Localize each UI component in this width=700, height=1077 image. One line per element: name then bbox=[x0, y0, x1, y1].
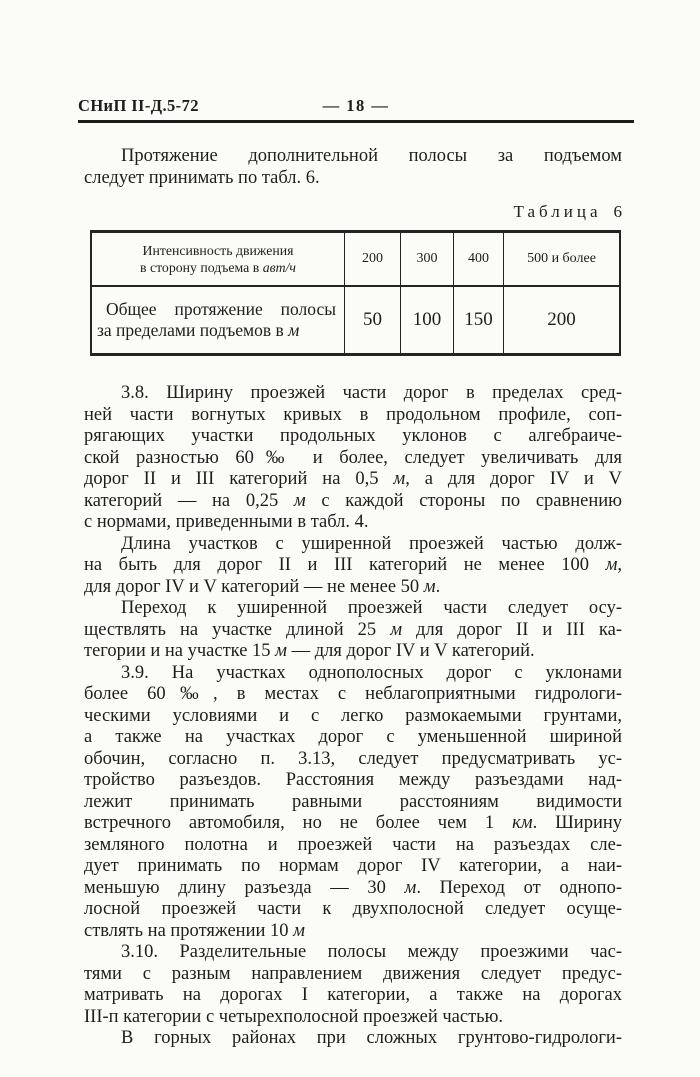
text-line bbox=[84, 835, 622, 857]
text-run: земляного полотна и проезжей части на разъездах сле- bbox=[84, 834, 622, 855]
text-run: ской разностью 60‰ и более, следует увеличивать для bbox=[84, 447, 622, 468]
text-run: для дорог IV и V категорий — не менее 50 bbox=[84, 576, 424, 597]
text-line bbox=[84, 577, 622, 599]
text-line bbox=[84, 706, 622, 728]
table-value-cell-150: 150 bbox=[453, 287, 503, 353]
text-line bbox=[84, 856, 622, 878]
text-run: на быть для дорог II и III категорий не менее 100 bbox=[84, 555, 606, 575]
unit-italic: м bbox=[605, 555, 618, 575]
text-run: . bbox=[435, 576, 441, 597]
table-header-cell-400: 400 bbox=[453, 233, 503, 285]
table-header-row bbox=[92, 233, 619, 287]
text-line bbox=[84, 964, 622, 986]
text-run: более 60‰, в местах с неблагоприятными гидрологи- bbox=[84, 684, 622, 704]
text-line bbox=[84, 749, 622, 771]
unit-italic: м bbox=[390, 619, 403, 640]
text-line bbox=[84, 469, 622, 491]
unit-italic: м bbox=[293, 490, 306, 511]
unit-italic: м bbox=[404, 877, 417, 898]
table-value-cell-200: 200 bbox=[503, 287, 619, 353]
table-value-cell-100: 100 bbox=[400, 287, 453, 353]
text-line bbox=[84, 598, 622, 620]
page-header bbox=[78, 96, 634, 118]
text-run: . Переход от однопо- bbox=[416, 877, 622, 898]
text-run: Общее протяжение полосы bbox=[106, 298, 336, 319]
text-run: обочин, согласно п. 3.13, следует предусматривать ус- bbox=[84, 748, 622, 769]
text-run: с каждой стороны по сравнению bbox=[305, 490, 622, 511]
text-line bbox=[84, 426, 622, 448]
unit-italic: м bbox=[393, 469, 406, 489]
text-run: В горных районах при сложных грунтово-гидрологи- bbox=[121, 1028, 622, 1048]
text-run: лежит принимать равными расстояниям видимости bbox=[84, 791, 622, 812]
text-run: Протяжение дополнительной полосы за подъемом bbox=[121, 146, 622, 166]
unit-italic: м bbox=[275, 641, 287, 661]
text-run: Интенсивность движения bbox=[142, 242, 294, 258]
text-run: ней части вогнутых кривых в продольном профиле, соп- bbox=[84, 404, 622, 425]
paragraph bbox=[84, 663, 622, 943]
text-run: для дорог II и III ка- bbox=[402, 619, 622, 640]
text-line bbox=[84, 813, 622, 835]
header-rule bbox=[78, 120, 634, 123]
text-run: дует принимать по нормам дорог IV категории, а наи- bbox=[84, 856, 622, 876]
table-data-row bbox=[92, 287, 619, 353]
text-line bbox=[84, 985, 622, 1007]
table-header-cell-300: 300 bbox=[400, 233, 453, 285]
unit-italic: авт/ч bbox=[262, 260, 296, 275]
text-run: 3.8. Ширину проезжей части дорог в пределах сред- bbox=[121, 383, 622, 403]
text-line bbox=[84, 168, 622, 190]
text-run: , bbox=[617, 555, 622, 575]
text-run: III-п категории с четырехполосной проезжей частью. bbox=[84, 1006, 504, 1027]
text-line bbox=[84, 878, 622, 900]
text-line bbox=[84, 899, 622, 921]
text-run: за пределами подъемов в bbox=[97, 320, 289, 340]
text-run: тегории и на участке 15 bbox=[84, 641, 276, 661]
text-run: . Ширину bbox=[532, 813, 622, 833]
table-header-cell-500-plus: 500 и более bbox=[503, 233, 619, 285]
text-run: ществлять на участке длиной 25 bbox=[84, 619, 391, 640]
text-run: тройство разъездов. Расстояния между разъездами над- bbox=[84, 770, 622, 790]
text-line bbox=[84, 1028, 622, 1050]
page-number: — 18 — bbox=[322, 96, 390, 115]
text-run: а также на участках дорог с уменьшенной шириной bbox=[84, 727, 622, 747]
text-run: ческими условиями и с легко размокаемыми грунтами, bbox=[84, 705, 622, 726]
text-line bbox=[84, 448, 622, 470]
table-cell-line bbox=[140, 259, 296, 277]
text-run: следует принимать по табл. 6. bbox=[84, 167, 320, 188]
text-run: дорог II и III категорий на 0,5 bbox=[84, 469, 394, 489]
text-line bbox=[84, 663, 622, 685]
unit-italic: км bbox=[512, 813, 533, 833]
text-line bbox=[84, 383, 622, 405]
text-line bbox=[84, 641, 622, 663]
text-line bbox=[84, 1007, 622, 1029]
text-line bbox=[84, 405, 622, 427]
text-line bbox=[84, 146, 622, 168]
text-run: рягающих участки продольных уклонов с алгебраиче- bbox=[84, 426, 622, 446]
text-line bbox=[84, 942, 622, 964]
text-line bbox=[84, 921, 622, 943]
paragraph bbox=[84, 598, 622, 663]
table-caption-number: 6 bbox=[613, 202, 622, 221]
text-run: тями с разным направлением движения следует предус- bbox=[84, 963, 622, 984]
text-run: ствлять на протяжении 10 bbox=[84, 920, 294, 941]
text-line bbox=[84, 792, 622, 814]
text-run: категорий — на 0,25 bbox=[84, 490, 294, 511]
doc-code: СНиП II-Д.5-72 bbox=[78, 96, 199, 115]
text-run: Переход к уширенной проезжей части следует осу- bbox=[121, 598, 622, 618]
paragraph bbox=[84, 534, 622, 599]
text-run: , а для дорог IV и V bbox=[405, 469, 623, 489]
text-run: 3.10. Разделительные полосы между проезжими час- bbox=[121, 942, 622, 962]
text-line bbox=[84, 620, 622, 642]
text-run: матривать на дорогах I категории, а также на дорогах bbox=[84, 985, 622, 1005]
table-6 bbox=[90, 230, 621, 356]
table-header-cell-200: 200 bbox=[344, 233, 400, 285]
table-caption bbox=[84, 202, 622, 222]
paragraph bbox=[84, 146, 622, 189]
text-line bbox=[84, 534, 622, 556]
table-caption-label: Таблица bbox=[513, 202, 602, 221]
text-line bbox=[84, 512, 622, 534]
text-run: — для дорог IV и V категорий. bbox=[286, 641, 535, 661]
unit-italic: м bbox=[293, 920, 305, 941]
text-run: в сторону подъема в bbox=[140, 260, 263, 275]
paragraph bbox=[84, 942, 622, 1028]
intro-text bbox=[84, 146, 622, 189]
text-run: с нормами, приведенными в табл. 4. bbox=[84, 512, 369, 532]
body-text bbox=[84, 383, 622, 1050]
paragraph bbox=[84, 383, 622, 534]
unit-italic: м bbox=[423, 576, 436, 597]
text-run: встречного автомобиля, но не более чем 1 bbox=[84, 813, 513, 833]
text-run: меньшую длину разъезда — 30 bbox=[84, 877, 405, 898]
text-line bbox=[84, 770, 622, 792]
text-run: лосной проезжей части к двухполосной следует осуще- bbox=[84, 899, 622, 919]
text-run: 3.9. На участках однополосных дорог с уклонами bbox=[121, 662, 622, 683]
table-cell-line bbox=[97, 320, 336, 342]
table-cell-line bbox=[97, 299, 336, 321]
text-line bbox=[84, 727, 622, 749]
text-line bbox=[84, 555, 622, 577]
table-row-label-cell bbox=[92, 287, 344, 353]
table-cell-line bbox=[143, 242, 294, 260]
table-header-label-cell bbox=[92, 233, 344, 285]
text-line bbox=[84, 684, 622, 706]
unit-italic: м bbox=[288, 320, 300, 340]
table-value-cell-50: 50 bbox=[344, 287, 400, 353]
text-line bbox=[84, 491, 622, 513]
text-run: Длина участков с уширенной проезжей частью долж- bbox=[121, 533, 622, 554]
paragraph bbox=[84, 1028, 622, 1050]
